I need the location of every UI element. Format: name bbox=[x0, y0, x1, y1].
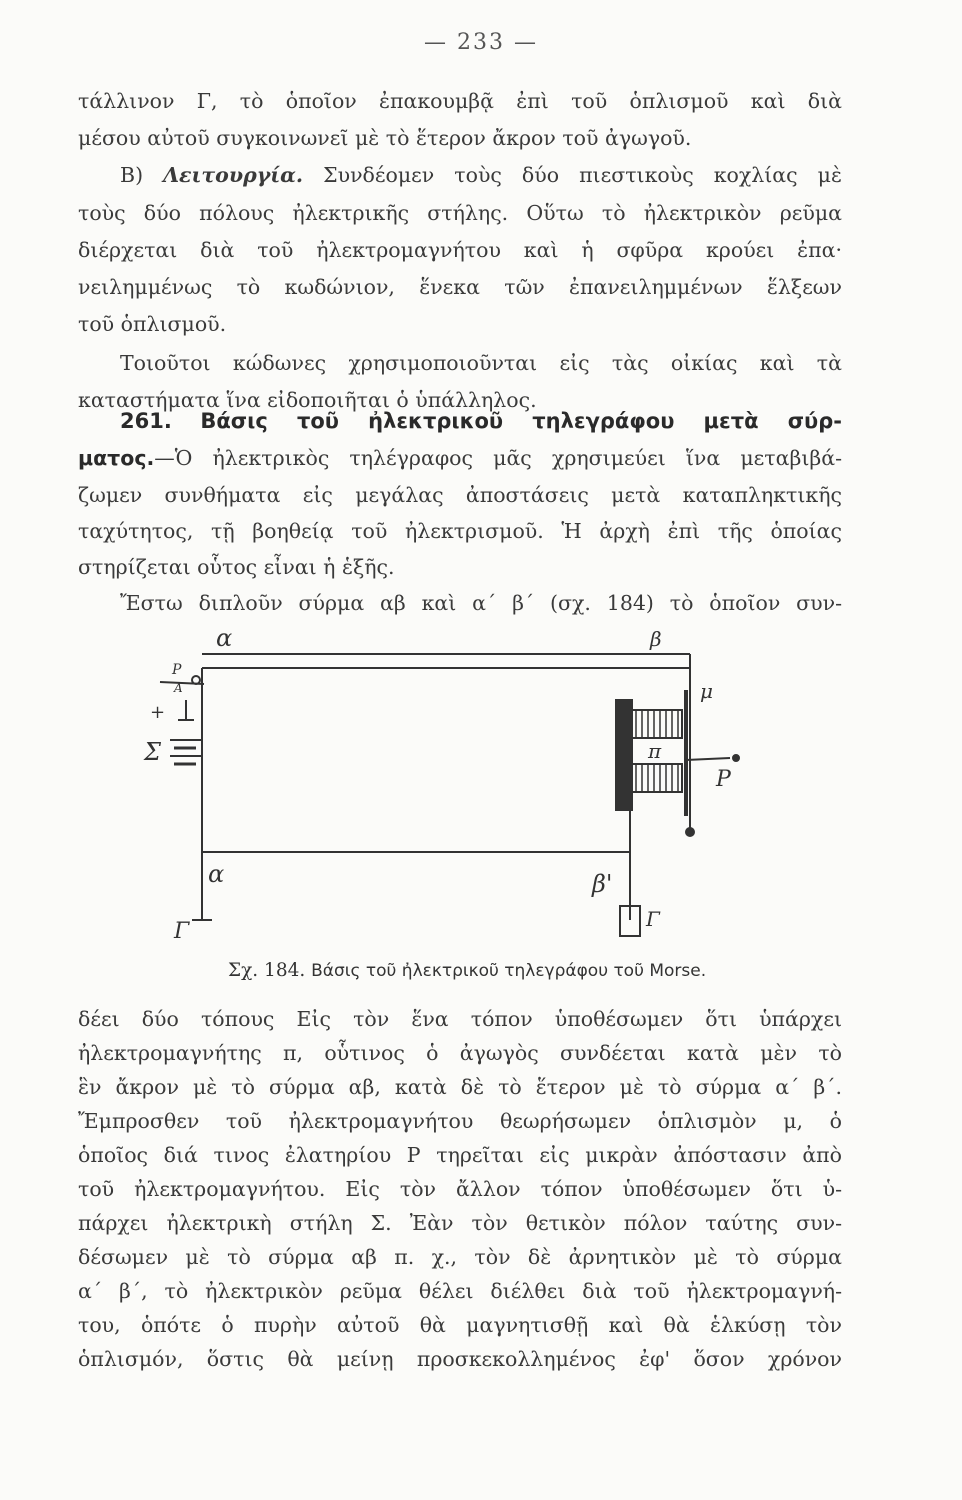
text-line: Ἔστω διπλοῦν σύρμα αβ καὶ α΄ β΄ (σχ. 184) τὸ ὁποῖον συν- bbox=[120, 591, 842, 615]
text-line: τοῦ ἠλεκτρομαγνήτου. Εἰς τὸν ἄλλον τόπον ὑποθέσωμεν ὅτι ὑ- bbox=[78, 1177, 842, 1201]
label-a-bottom: α bbox=[208, 860, 225, 888]
text-line: ἓν ἄκρον μὲ τὸ σύρμα αβ, κατὰ δὲ τὸ ἕτερον μὲ τὸ σύρμα α΄ β΄. bbox=[78, 1075, 842, 1099]
text-line: ἠλεκτρομαγνήτης π, οὗτινος ὁ ἀγωγὸς συνδέεται κατὰ μὲν τὸ bbox=[78, 1041, 842, 1065]
text-line: Ἔμπροσθεν τοῦ ἠλεκτρομαγνήτου θεωρήσωμεν ὁπλισμὸν μ, ὁ bbox=[78, 1109, 842, 1133]
section-261-text: —Ὁ ἠλεκτρικὸς τηλέγραφος μᾶς χρησιμεύει ἵνα μεταβιβά- bbox=[154, 446, 842, 470]
section-261-line bbox=[78, 441, 842, 475]
text-line: ταχύτητος, τῇ βοηθείᾳ τοῦ ἠλεκτρισμοῦ. Ἡ ἀρχὴ ἐπὶ τῆς ὁποίας bbox=[78, 519, 842, 543]
text-line: α΄ β΄, τὸ ἠλεκτρικὸν ρεῦμα θέλει διέλθει διὰ τοῦ ἠλεκτρομαγνή- bbox=[78, 1279, 842, 1303]
text-line: ὁπλισμόν, ὅστις θὰ μείνῃ προσκεκολλημένος ἐφ' ὅσον χρόνον bbox=[78, 1347, 842, 1371]
section-261-heading: Βάσις τοῦ ἠλεκτρικοῦ τηλεγράφου μετὰ σύρ- bbox=[200, 409, 842, 433]
caption-text: Βάσις τοῦ ἠλεκτρικοῦ τηλεγράφου τοῦ Morse. bbox=[311, 961, 707, 981]
section-261-title bbox=[78, 404, 842, 438]
label-gamma-right: Γ bbox=[646, 907, 660, 931]
section-b-heading: Λειτουργία. bbox=[163, 163, 304, 187]
section-261-heading-cont: ματος. bbox=[78, 446, 155, 470]
figure-184-diagram bbox=[130, 620, 770, 950]
text-line: τοῦ ὁπλισμοῦ. bbox=[78, 312, 227, 336]
label-pi: π bbox=[648, 739, 662, 763]
label-P: P bbox=[716, 767, 731, 792]
text-line: δέσωμεν μὲ τὸ σύρμα αβ π. χ., τὸν δὲ ἀρνητικὸν μὲ τὸ σύρμα bbox=[78, 1245, 842, 1269]
text-line: καταστήματα ἵνα εἰδοποιῆται ὁ ὑπάλληλος. bbox=[78, 388, 537, 412]
section-b-text: Συνδέομεν τοὺς δύο πιεστικοὺς κοχλίας μὲ bbox=[323, 163, 842, 187]
label-a-top: α bbox=[216, 624, 233, 652]
text-line: ὁποῖος διά τινος ἐλατηρίου P τηρεῖται εἰς μικρὰν ἀπόστασιν ἀπὸ bbox=[78, 1143, 842, 1167]
text-line: νειλημμένως τὸ κωδώνιον, ἕνεκα τῶν ἐπανειλημμένων ἕλξεων bbox=[78, 275, 842, 299]
text-line: Τοιοῦτοι κώδωνες χρησιμοποιοῦνται εἰς τὰς οἰκίας καὶ τὰ bbox=[120, 351, 842, 375]
section-261-number: 261. bbox=[120, 409, 172, 433]
text-line: ζωμεν συνθήματα εἰς μεγάλας ἀποστάσεις μετὰ καταπληκτικῆς bbox=[78, 483, 842, 507]
text-line: πάρχει ἠλεκτρικὴ στήλη Σ. Ἐὰν τὸν θετικὸν πόλον ταύτης συν- bbox=[78, 1211, 842, 1235]
figure-caption bbox=[228, 960, 706, 981]
label-sigma: Σ bbox=[144, 738, 161, 766]
section-b-prefix: Β) bbox=[120, 163, 144, 187]
text-line: τάλλινον Γ, τὸ ὁποῖον ἐπακουμβᾷ ἐπὶ τοῦ ὁπλισμοῦ καὶ διὰ bbox=[78, 89, 842, 113]
text-line: δέει δύο τόπους Εἰς τὸν ἕνα τόπον ὑποθέσωμεν ὅτι ὑπάρχει bbox=[78, 1007, 842, 1031]
page-number: — 233 — bbox=[424, 30, 538, 55]
label-b-top: β bbox=[650, 627, 662, 651]
label-key-a: A bbox=[174, 681, 183, 695]
label-key-p: P bbox=[172, 662, 182, 678]
section-b-line bbox=[78, 158, 842, 192]
text-line: μέσου αὐτοῦ συγκοινωνεῖ μὲ τὸ ἕτερον ἄκρον τοῦ ἀγωγοῦ. bbox=[78, 126, 692, 150]
text-line: τοὺς δύο πόλους ἠλεκτρικῆς στήλης. Οὕτω τὸ ἠλεκτρικὸν ρεῦμα bbox=[78, 201, 842, 225]
text-line: στηρίζεται οὗτος εἶναι ἡ ἑξῆς. bbox=[78, 555, 395, 579]
label-gamma-left: Γ bbox=[174, 919, 190, 944]
caption-prefix: Σχ. 184. bbox=[228, 960, 306, 981]
label-mu: μ bbox=[700, 679, 713, 703]
label-plus: + bbox=[150, 702, 166, 723]
text-line: διέρχεται διὰ τοῦ ἠλεκτρομαγνήτου καὶ ἡ σφῦρα κρούει ἐπα· bbox=[78, 238, 842, 262]
label-b-bottom: β' bbox=[592, 870, 613, 898]
text-line: του, ὁπότε ὁ πυρὴν αὐτοῦ θὰ μαγνητισθῇ καὶ θὰ ἑλκύσῃ τὸν bbox=[78, 1313, 842, 1337]
